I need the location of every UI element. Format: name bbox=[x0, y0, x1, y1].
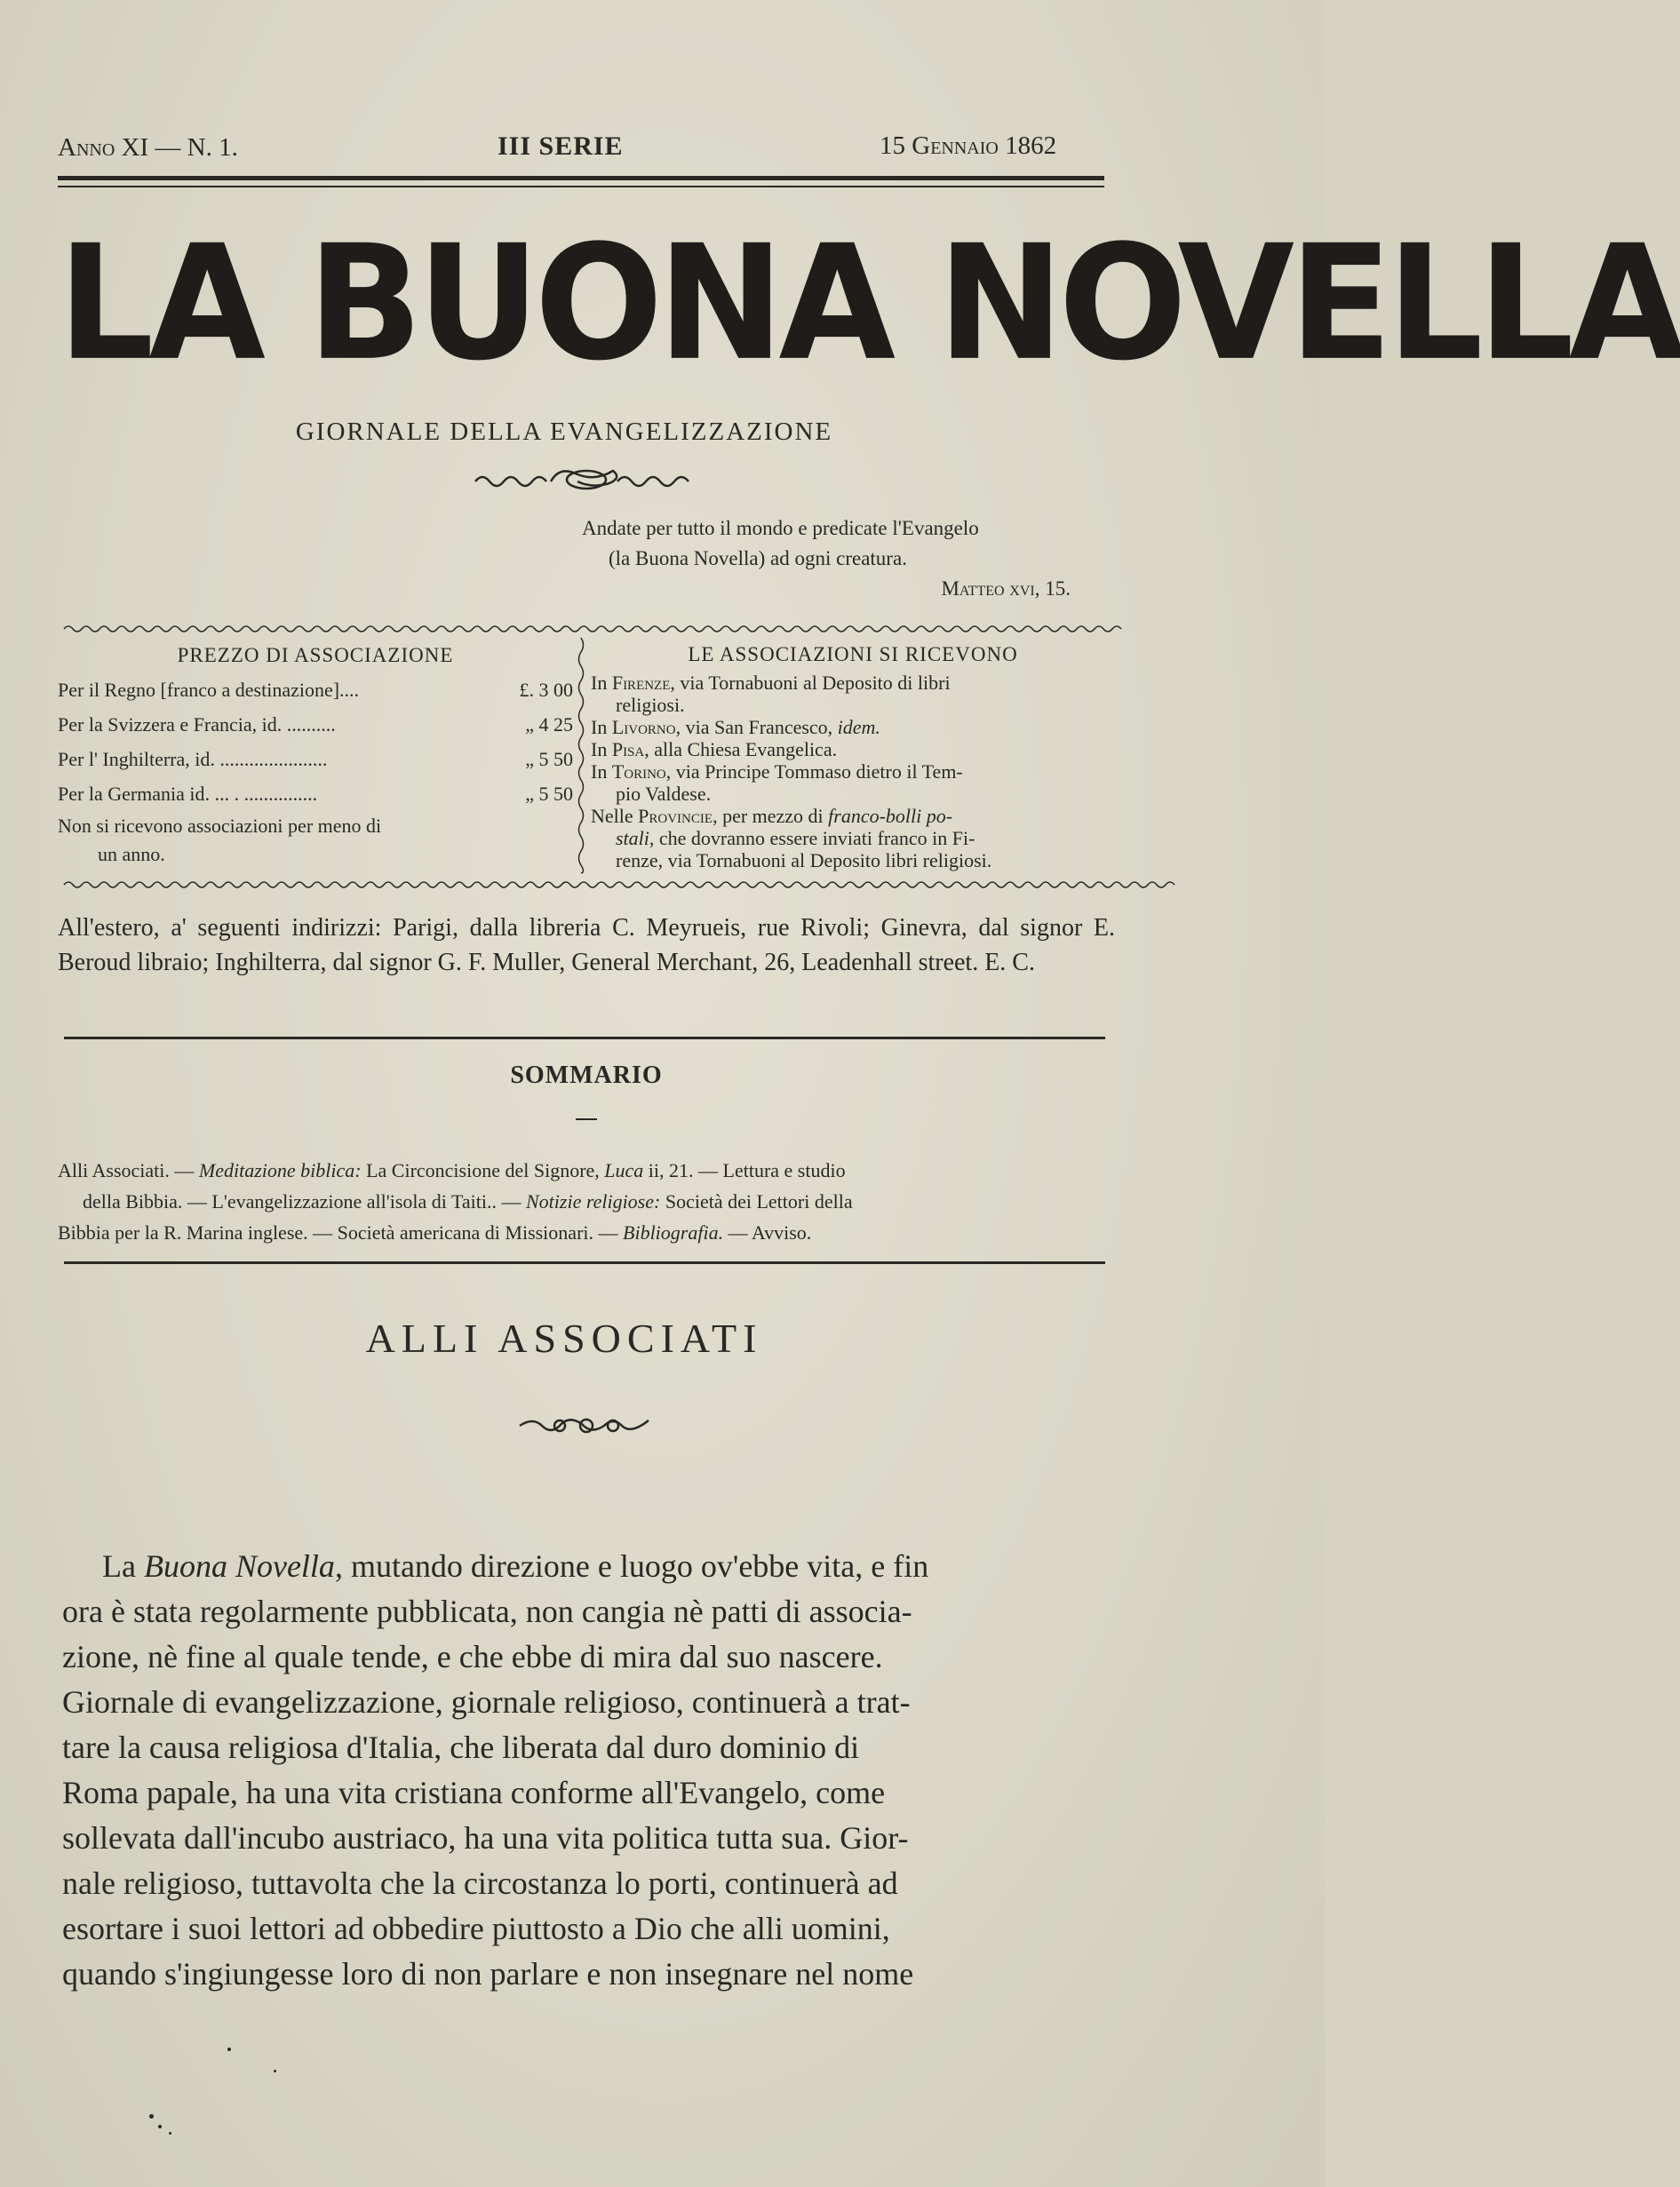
subscription-continuation bbox=[591, 827, 1115, 849]
article-body bbox=[62, 1544, 1119, 1997]
summary-fragment: della Bibbia. — L'evangelizzazione all'isola di Taiti.. — bbox=[83, 1190, 526, 1213]
section-rule bbox=[64, 1037, 1105, 1039]
subscription-item bbox=[591, 760, 1115, 783]
series-label: III SERIE bbox=[498, 131, 624, 161]
subscription-text: , alla Chiesa Evangelica. bbox=[644, 738, 838, 760]
subscription-place: Pisa bbox=[611, 738, 645, 760]
subscription-item bbox=[591, 716, 1115, 738]
column-divider bbox=[576, 638, 586, 873]
price-currency: „ bbox=[525, 783, 534, 805]
article-line: zione, nè fine al quale tende, e che ebbe di mira dal suo nascere. bbox=[62, 1639, 883, 1674]
summary-fragment: Bibbia per la R. Marina inglese. — Società americana di Missionari. — bbox=[58, 1221, 624, 1244]
subscription-item bbox=[591, 672, 1115, 694]
price-value: 3 00 bbox=[538, 679, 573, 701]
subscription-place: Livorno bbox=[611, 716, 676, 738]
epigraph-line: (la Buona Novella) ad ogni creatura. bbox=[609, 547, 907, 569]
summary-fragment: Società dei Lettori della bbox=[660, 1190, 853, 1213]
wavy-rule-top bbox=[64, 624, 1099, 634]
article-fragment: , mutando direzione e luogo ov'ebbe vita, e fin bbox=[334, 1548, 929, 1584]
price-note: Non si ricevono associazioni per meno di bbox=[58, 815, 382, 837]
article-title: ALLI ASSOCIATI bbox=[365, 1316, 763, 1361]
article-line: ora è stata regolarmente pubblicata, non cangia nè patti di associa- bbox=[62, 1594, 912, 1629]
price-dots: . .......... bbox=[276, 713, 336, 736]
subscription-continuation: renze, via Tornabuoni al Deposito libri religiosi. bbox=[616, 849, 992, 871]
article-line: nale religioso, tuttavolta che la circostanza lo porti, continuerà ad bbox=[62, 1865, 898, 1901]
subscription-emphasis: stali bbox=[616, 827, 649, 849]
price-currency: £. bbox=[519, 679, 534, 701]
subscription-emphasis: idem. bbox=[837, 716, 880, 738]
price-row bbox=[58, 742, 573, 776]
fleuron-ornament bbox=[515, 1412, 657, 1439]
article-line bbox=[62, 1544, 1119, 1589]
subscription-prefix: In bbox=[591, 716, 612, 738]
price-value: 5 50 bbox=[538, 748, 573, 770]
article-line: esortare i suoi lettori ad obbedire piuttosto a Dio che alli uomini, bbox=[62, 1911, 890, 1946]
subscription-prefix: In bbox=[591, 738, 612, 760]
price-currency: „ bbox=[525, 713, 534, 736]
summary-fragment: La Circoncisione del Signore, bbox=[361, 1159, 605, 1181]
masthead-title: LA BUONA NOVELLA bbox=[58, 211, 1680, 396]
summary-line bbox=[58, 1186, 1115, 1217]
price-note: un anno. bbox=[98, 843, 165, 865]
price-value: 5 50 bbox=[538, 783, 573, 805]
summary-dash bbox=[576, 1118, 597, 1120]
header-rule-thin bbox=[58, 186, 1104, 187]
subscription-emphasis: franco-bolli po- bbox=[828, 805, 953, 827]
subscription-prefix: In bbox=[591, 672, 612, 694]
subscription-continuation: pio Valdese. bbox=[616, 783, 712, 805]
wavy-rule-bottom bbox=[64, 879, 1099, 890]
subscription-text: , via Tornabuoni al Deposito di libri bbox=[670, 672, 951, 694]
subscription-text: , che dovranno essere inviati franco in Fi- bbox=[649, 827, 975, 849]
subscription-item bbox=[591, 805, 1115, 827]
summary-fragment: Luca bbox=[604, 1159, 644, 1181]
price-label: Per la Germania id bbox=[58, 783, 205, 805]
price-label: Per l' Inghilterra, id bbox=[58, 748, 211, 770]
subscription-text: , via Principe Tommaso dietro il Tem- bbox=[665, 760, 963, 783]
price-dots: . ... . ............... bbox=[204, 783, 318, 805]
subscription-place: Firenze bbox=[611, 672, 671, 694]
article-line: tare la causa religiosa d'Italia, che liberata dal duro dominio di bbox=[62, 1730, 860, 1765]
article-line: Giornale di evangelizzazione, giornale religioso, continuerà a trat- bbox=[62, 1684, 911, 1720]
subscription-item bbox=[591, 738, 1115, 760]
article-fragment: La bbox=[102, 1548, 144, 1584]
price-column bbox=[58, 638, 573, 868]
summary-text bbox=[58, 1155, 1115, 1248]
ink-speck bbox=[149, 2114, 154, 2119]
flourish-ornament bbox=[471, 462, 702, 497]
article-fragment: Buona Novella bbox=[143, 1548, 335, 1584]
epigraph-citation: Matteo xvi, 15. bbox=[941, 577, 1071, 600]
article-line: sollevata dall'incubo austriaco, ha una vita politica tutta sua. Gior- bbox=[62, 1820, 909, 1856]
epigraph bbox=[582, 513, 1106, 604]
foreign-addresses: All'estero, a' seguenti indirizzi: Parigi, dalla libreria C. Meyrueis, rue Rivoli; Ginevra, dal signor E. Beroud libraio; Inghilterra, dal signor G. F. Muller, General Merchant, 26, Leadenhall street. E. C. bbox=[58, 914, 1115, 976]
price-label: Per la Svizzera e Francia, id bbox=[58, 713, 277, 736]
epigraph-line: Andate per tutto il mondo e predicate l'Evangelo bbox=[582, 517, 979, 539]
ink-speck bbox=[227, 2048, 231, 2051]
price-row bbox=[58, 672, 573, 707]
price-heading: PREZZO DI ASSOCIAZIONE bbox=[177, 644, 454, 666]
summary-fragment: Alli Associati. — bbox=[58, 1159, 199, 1181]
price-currency: „ bbox=[525, 748, 534, 770]
article-line: Roma papale, ha una vita cristiana conforme all'Evangelo, come bbox=[62, 1775, 886, 1810]
masthead-subtitle: GIORNALE DELLA EVANGELIZZAZIONE bbox=[295, 418, 833, 446]
price-row bbox=[58, 776, 573, 811]
price-dots: . ...................... bbox=[210, 748, 328, 770]
subscription-place: Provincie bbox=[638, 805, 713, 827]
summary-fragment: ii, 21. — Lettura e studio bbox=[643, 1159, 846, 1181]
summary-fragment: Meditazione biblica: bbox=[198, 1159, 362, 1181]
summary-line bbox=[58, 1155, 1115, 1186]
summary-fragment: Bibliografia. bbox=[623, 1221, 724, 1244]
issue-number: Anno XI — N. 1. bbox=[58, 133, 238, 162]
subscription-prefix: In bbox=[591, 760, 612, 783]
ink-speck bbox=[158, 2125, 162, 2128]
header-rule-thick bbox=[58, 176, 1104, 180]
issue-date: 15 Gennaio 1862 bbox=[880, 131, 1057, 160]
price-value: 4 25 bbox=[538, 713, 573, 736]
summary-line bbox=[58, 1217, 1115, 1248]
subscription-place: Torino bbox=[611, 760, 666, 783]
summary-fragment: — Avviso. bbox=[723, 1221, 812, 1244]
ink-speck bbox=[169, 2132, 171, 2135]
summary-fragment: Notizie religiose: bbox=[526, 1190, 661, 1213]
ink-speck bbox=[274, 2070, 276, 2072]
subscription-text: , via San Francesco, bbox=[675, 716, 838, 738]
subscription-continuation: religiosi. bbox=[616, 694, 685, 716]
price-row bbox=[58, 707, 573, 742]
subscription-text: , per mezzo di bbox=[713, 805, 829, 827]
article-line: quando s'ingiungesse loro di non parlare e non insegnare nel nome bbox=[62, 1956, 914, 1992]
subscription-heading: LE ASSOCIAZIONI SI RICEVONO bbox=[688, 643, 1018, 665]
section-rule bbox=[64, 1261, 1105, 1264]
subscription-column bbox=[591, 638, 1115, 871]
price-label: Per il Regno [franco a destinazione] bbox=[58, 679, 340, 701]
price-dots: .... bbox=[339, 679, 360, 701]
summary-heading: SOMMARIO bbox=[510, 1062, 663, 1089]
subscription-prefix: Nelle bbox=[591, 805, 639, 827]
